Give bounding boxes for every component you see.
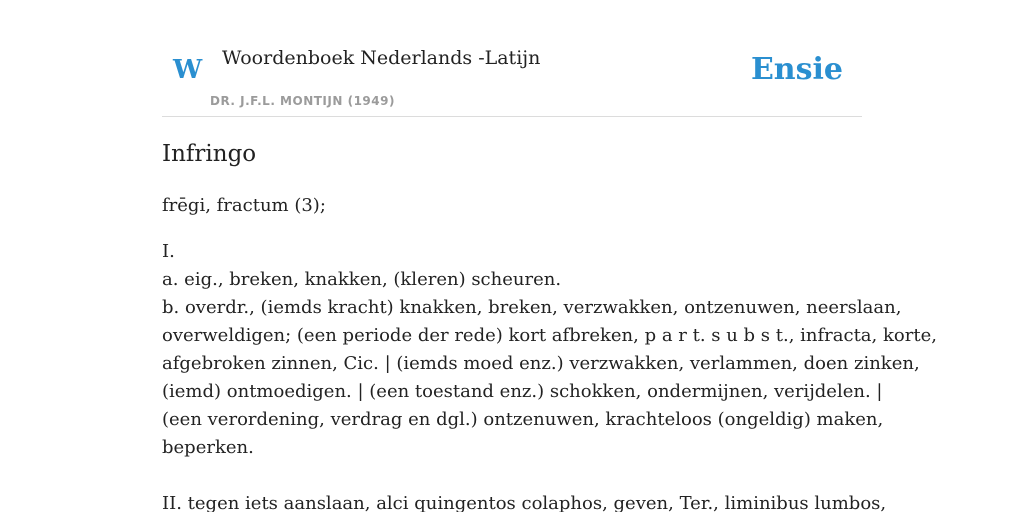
- book-author: DR. J.F.L. MONTIJN (1949): [210, 94, 395, 108]
- definition-line: b. overdr., (iemds kracht) knakken, breken, verzwakken, ontzenuwen, neerslaan,: [162, 297, 902, 318]
- definition-section-two: II. tegen iets aanslaan, alci quingentos colaphos, geven, Ter., liminibus lumbos,: [162, 493, 887, 512]
- definition-line: a. eig., breken, knakken, (kleren) scheuren.: [162, 269, 562, 290]
- entry-definition: [162, 238, 937, 512]
- definition-line: afgebroken zinnen, Cic. | (iemds moed enz.) verzwakken, verlammen, doen zinken,: [162, 353, 920, 374]
- definition-line: beperken.: [162, 437, 254, 458]
- entry-content: [162, 136, 937, 512]
- paragraph-gap: [162, 462, 872, 490]
- page-header: [162, 0, 862, 117]
- definition-line: (iemd) ontmoedigen. | (een toestand enz.) schokken, ondermijnen, verijdelen. |: [162, 381, 883, 402]
- ensie-logo[interactable]: Ensie: [750, 52, 843, 87]
- definition-line: overweldigen; (een periode der rede) kort afbreken, p a r t. s u b s t., infracta, korte,: [162, 325, 937, 346]
- definition-line: I.: [162, 241, 175, 262]
- definition-line: (een verordening, verdrag en dgl.) ontzenuwen, krachteloos (ongeldig) maken,: [162, 409, 884, 430]
- book-logo[interactable]: W: [173, 55, 203, 85]
- book-title[interactable]: Woordenboek Nederlands -Latijn: [222, 47, 541, 69]
- entry-forms: frēgi, fractum (3);: [162, 195, 326, 216]
- entry-title: Infringo: [162, 141, 257, 167]
